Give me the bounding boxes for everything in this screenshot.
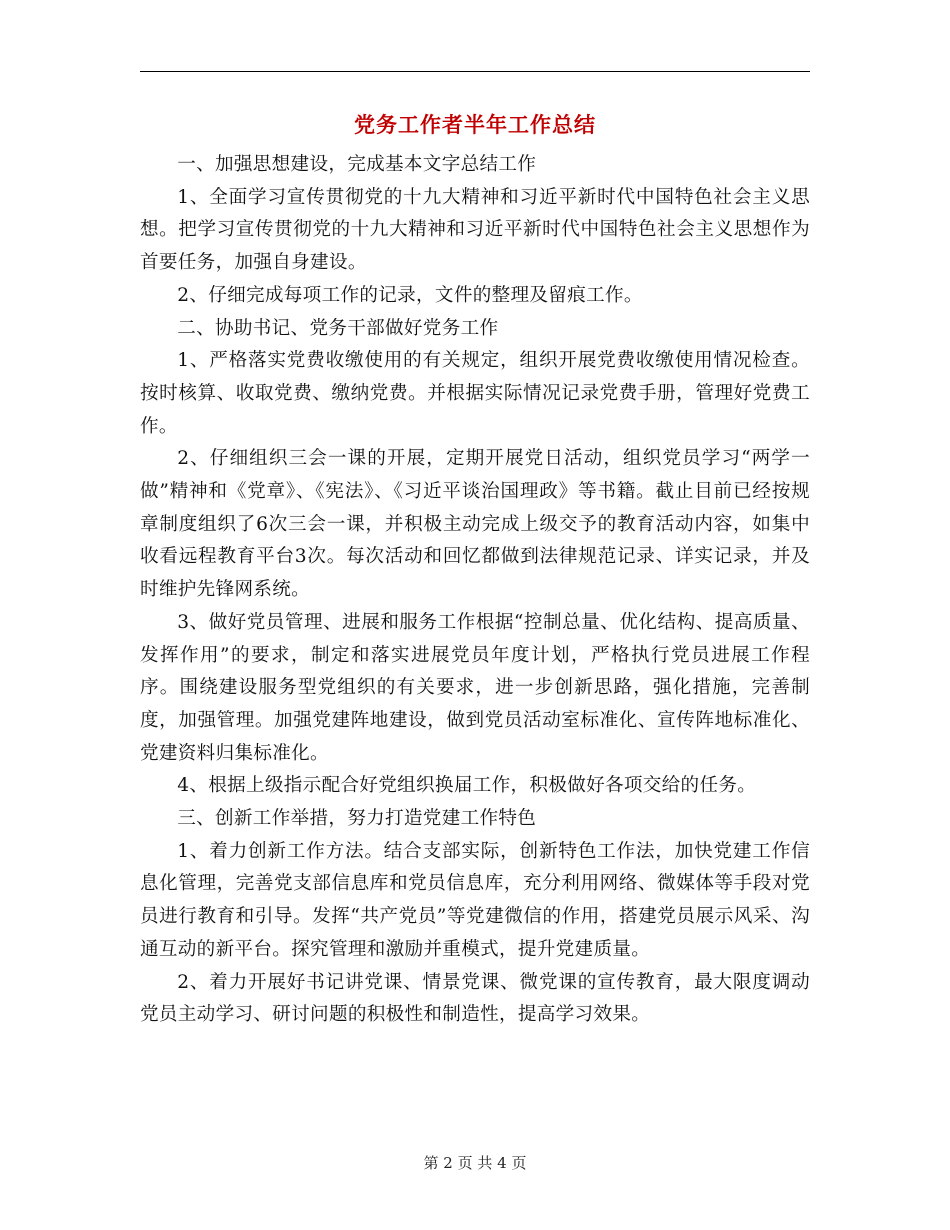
- document-body: [140, 149, 810, 1032]
- section-heading-2: 二、协助书记、党务干部做好党务工作: [177, 317, 499, 339]
- paragraph: 4、根据上级指示配合好党组织换届工作，积极做好各项交给的任务。: [177, 775, 757, 797]
- paragraph: 3、做好党员管理、进展和服务工作根据“控制总量、优化结构、提高质量、发挥作用”的要求，制定和落实进展党员年度计划，严格执行党员进展工作程序。围绕建设服务型党组织的有关要求，进一步创新思路，强化措施，完善制度，加强管理。加强党建阵地建设，做到党员活动室标准化、宣传阵地标准化、党建资料归集标准化。: [140, 611, 810, 764]
- document-title: 党务工作者半年工作总结: [354, 113, 596, 137]
- paragraph: 2、仔细完成每项工作的记录，文件的整理及留痕工作。: [177, 284, 643, 306]
- paragraph: 2、仔细组织三会一课的开展，定期开展党日活动，组织党员学习“两学一做”精神和《党章》、《宪法》、《习近平谈治国理政》等书籍。截止目前已经按规章制度组织了6次三会一课，并积极主动完成上级交予的教育活动内容，如集中收看远程教育平台3次。每次活动和回忆都做到法律规范记录、详实记录，并及时维护先锋网系统。: [140, 448, 810, 601]
- paragraph: 1、着力创新工作方法。结合支部实际，创新特色工作法，加快党建工作信息化管理，完善党支部信息库和党员信息库，充分利用网络、微媒体等手段对党员进行教育和引导。发挥“共产党员”等党建微信的作用，搭建党员展示风采、沟通互动的新平台。探究管理和激励并重模式，提升党建质量。: [140, 840, 810, 960]
- page-footer: 第 2 页 共 4 页: [423, 1154, 527, 1172]
- paragraph: 2、着力开展好书记讲党课、情景党课、微党课的宣传教育，最大限度调动党员主动学习、研讨问题的积极性和制造性，提高学习效果。: [140, 971, 810, 1026]
- paragraph: 1、严格落实党费收缴使用的有关规定，组织开展党费收缴使用情况检查。按时核算、收取党费、缴纳党费。并根据实际情况记录党费手册，管理好党费工作。: [140, 350, 810, 437]
- section-heading-1: 一、加强思想建设，完成基本文字总结工作: [177, 154, 537, 175]
- paragraph: 1、全面学习宣传贯彻党的十九大精神和习近平新时代中国特色社会主义思想。把学习宣传贯彻党的十九大精神和习近平新时代中国特色社会主义思想作为首要任务，加强自身建设。: [140, 186, 810, 274]
- section-heading-3: 三、创新工作举措，努力打造党建工作特色: [177, 808, 537, 830]
- header-rule: [140, 71, 810, 72]
